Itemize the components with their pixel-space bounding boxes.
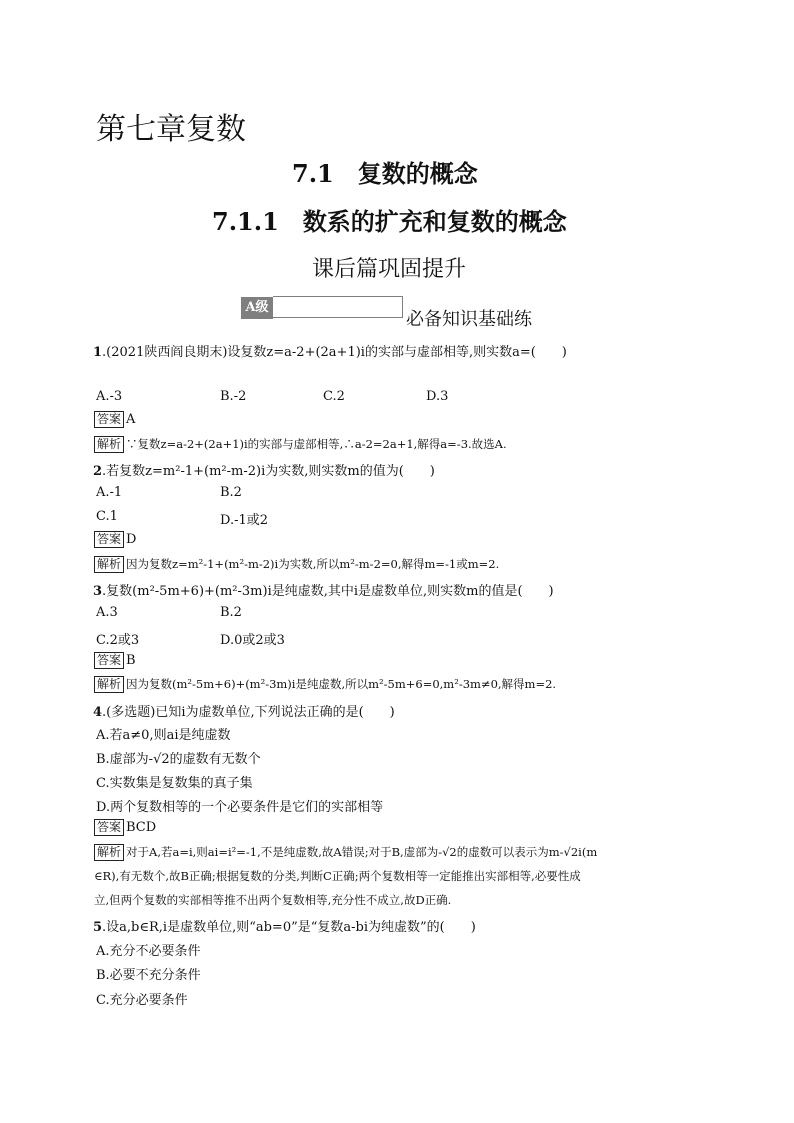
option: B.2 [220, 485, 242, 500]
answer-tag: 答案 [94, 652, 124, 669]
section-title: 7.1 复数的概念 [292, 159, 478, 188]
question-stem [93, 701, 395, 720]
option: D.0或2或3 [220, 633, 285, 648]
question-text: .(多选题)已知i为虚数单位,下列说法正确的是( ) [102, 705, 395, 720]
question-text: .若复数z=m²-1+(m²-m-2)i为实数,则实数m的值为( ) [102, 464, 435, 479]
option: C.实数集是复数集的真子集 [96, 776, 253, 791]
question-number: 5 [93, 920, 103, 935]
subsection-title: 7.1.1 数系的扩充和复数的概念 [212, 207, 567, 236]
analysis-tag: 解析 [94, 676, 124, 693]
question-stem [93, 580, 554, 599]
answer-line [94, 819, 156, 836]
question-text: .设a,b∈R,i是虚数单位,则“ab=0”是“复数a-bi为纯虚数”的( ) [102, 920, 476, 935]
answer-line [94, 652, 136, 669]
analysis-line [94, 844, 597, 861]
analysis-text: 因为复数(m²-5m+6)+(m²-3m)i是纯虚数,所以m²-5m+6=0,m²-3m≠0,解得m=2. [126, 677, 557, 691]
option: C.2 [323, 389, 345, 404]
question-text: .复数(m²-5m+6)+(m²-3m)i是纯虚数,其中i是虚数单位,则实数m的值是( ) [102, 584, 554, 599]
question-number: 2 [93, 464, 103, 479]
option: A.-1 [96, 485, 123, 500]
question-text: .(2021陕西阎良期末)设复数z=a-2+(2a+1)i的实部与虚部相等,则实数a=( ) [102, 345, 567, 360]
option: A.3 [96, 605, 118, 620]
option: C.2或3 [96, 633, 140, 648]
option: D.3 [426, 389, 449, 404]
analysis-text: ∵复数z=a-2+(2a+1)i的实部与虚部相等,∴a-2=2a+1,解得a=-3.故选A. [126, 437, 507, 451]
answer-tag: 答案 [94, 819, 124, 836]
option: B.2 [220, 605, 242, 620]
option: D.-1或2 [220, 513, 269, 528]
analysis-text: ∈R),有无数个,故B正确;根据复数的分类,判断C正确;两个复数相等一定能推出实部相等,必要性成 [94, 869, 581, 883]
option: C.充分必要条件 [96, 993, 188, 1008]
question-stem [93, 916, 476, 935]
option: B.虚部为-√2的虚数有无数个 [96, 752, 261, 767]
question-stem [93, 341, 567, 360]
level-label: 必备知识基础练 [406, 309, 532, 330]
analysis-line [94, 436, 507, 453]
analysis-text: 对于A,若a=i,则ai=i²=-1,不是纯虚数,故A错误;对于B,虚部为-√2的虚数可以表示为m-√2i(m [126, 845, 598, 859]
answer-tag: 答案 [94, 531, 124, 548]
level-badge: A级 [241, 297, 273, 319]
answer-line [94, 411, 135, 428]
analysis-text: 因为复数z=m²-1+(m²-m-2)i为实数,所以m²-m-2=0,解得m=-1或m=2. [126, 557, 500, 571]
answer-value: A [126, 412, 136, 427]
question-number: 1 [93, 345, 103, 360]
option: B.必要不充分条件 [96, 968, 201, 983]
level-badge-frame [273, 296, 403, 318]
analysis-tag: 解析 [94, 436, 124, 453]
question-number: 3 [93, 584, 103, 599]
chapter-title: 第七章复数 [96, 112, 246, 147]
answer-value: D [126, 532, 137, 547]
answer-line [94, 531, 136, 548]
option: A.若a≠0,则ai是纯虚数 [96, 728, 231, 743]
analysis-tag: 解析 [94, 844, 124, 861]
answer-tag: 答案 [94, 411, 124, 428]
question-number: 4 [93, 705, 103, 720]
analysis-tag: 解析 [94, 556, 124, 573]
part-title: 课后篇巩固提升 [312, 257, 467, 282]
option: A.充分不必要条件 [96, 944, 201, 959]
analysis-text: 立,但两个复数的实部相等推不出两个复数相等,充分性不成立,故D正确. [94, 893, 452, 907]
answer-value: BCD [126, 820, 157, 835]
analysis-line [94, 676, 556, 693]
question-stem [93, 460, 435, 479]
option: D.两个复数相等的一个必要条件是它们的实部相等 [96, 800, 384, 815]
analysis-line [94, 556, 499, 573]
answer-value: B [126, 653, 136, 668]
option: A.-3 [96, 389, 123, 404]
option: C.1 [96, 509, 118, 524]
option: B.-2 [220, 389, 247, 404]
